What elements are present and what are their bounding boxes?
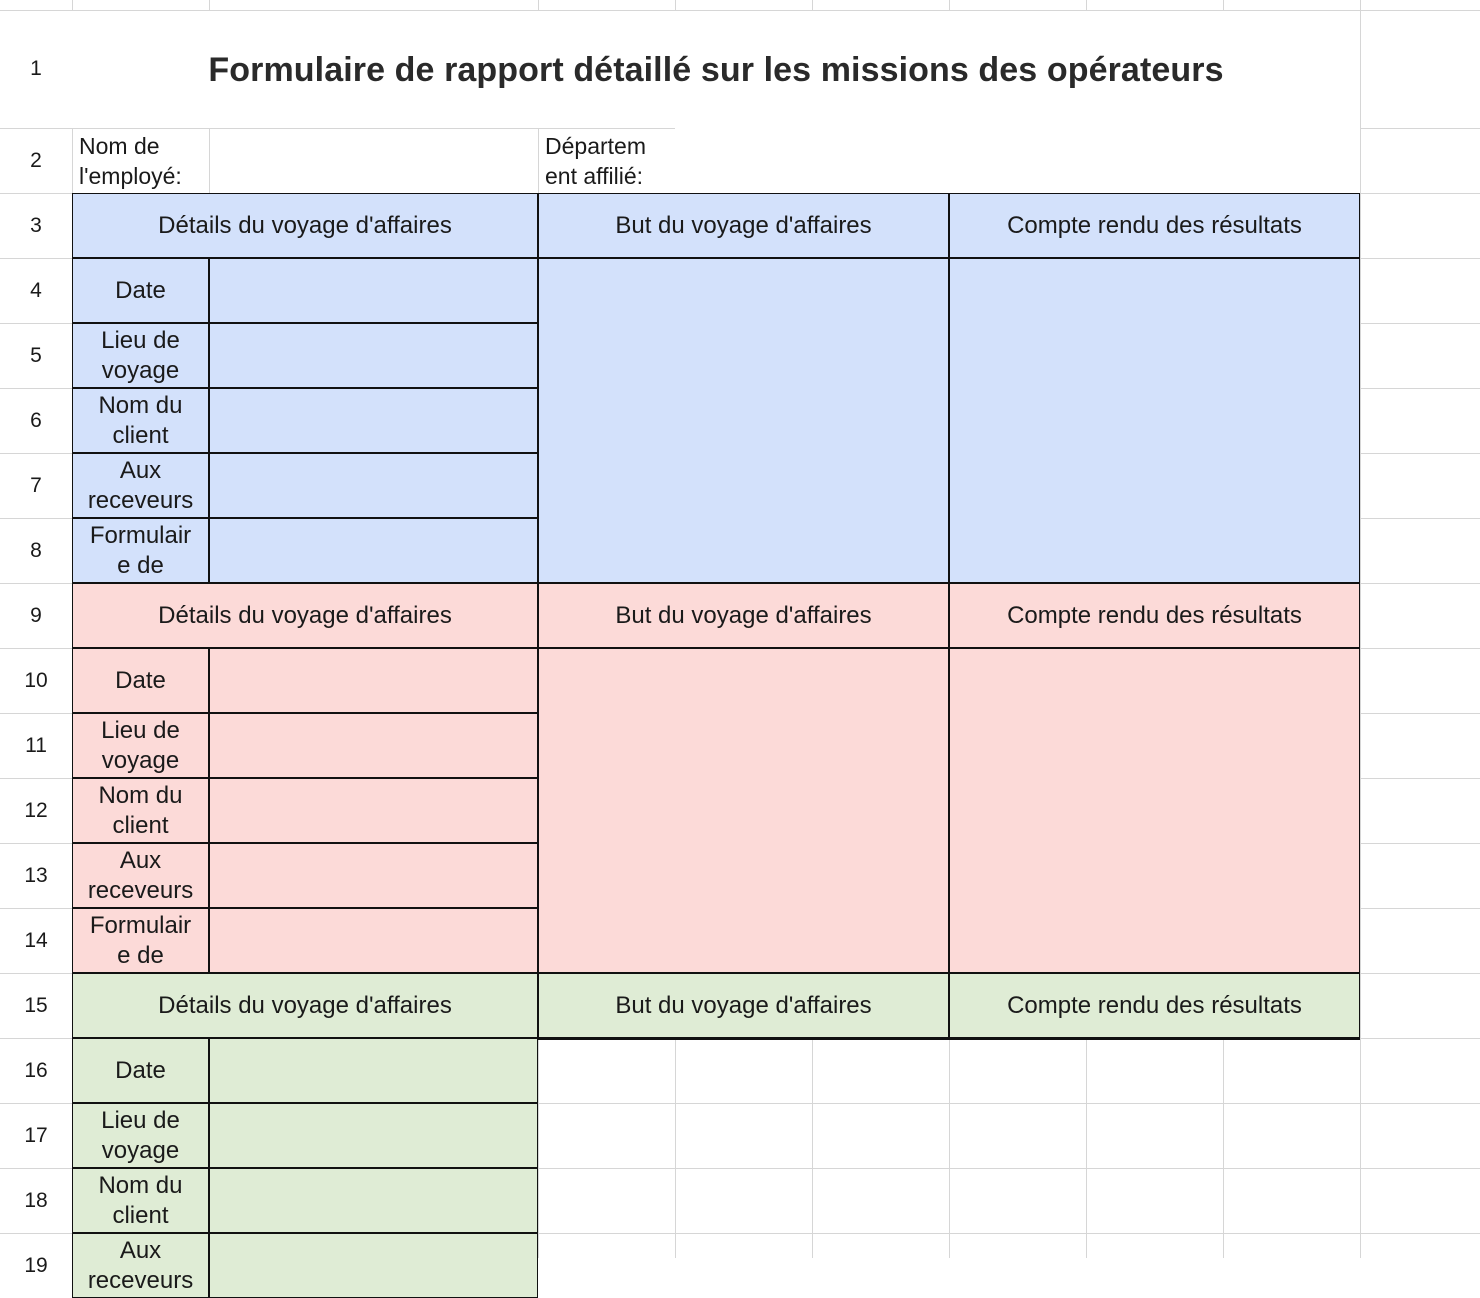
field-value-cell[interactable] — [209, 323, 538, 388]
field-label: Lieu de voyage — [72, 1103, 209, 1168]
field-value-cell[interactable] — [209, 388, 538, 453]
field-label: Date — [72, 258, 209, 323]
row-header-17[interactable]: 17 — [24, 1123, 48, 1147]
row-header-19[interactable]: 19 — [24, 1253, 48, 1277]
row-header-14[interactable]: 14 — [24, 928, 48, 952]
field-label: Nom du client — [72, 1168, 209, 1233]
field-value-cell[interactable] — [209, 258, 538, 323]
purpose-area[interactable] — [538, 258, 949, 583]
section-header-purpose[interactable]: But du voyage d'affaires — [538, 193, 949, 258]
results-area[interactable] — [949, 1038, 1360, 1040]
section-header-results[interactable]: Compte rendu des résultats — [949, 583, 1360, 648]
department-value-cell[interactable] — [675, 128, 1360, 193]
field-label: Date — [72, 648, 209, 713]
field-label: Nom du client — [72, 778, 209, 843]
row-header-3[interactable]: 3 — [30, 213, 42, 237]
gridline-column — [1360, 0, 1361, 1258]
row-header-12[interactable]: 12 — [24, 798, 48, 822]
employee-name-value-cell[interactable] — [209, 128, 538, 193]
section-header-details[interactable]: Détails du voyage d'affaires — [72, 193, 538, 258]
field-value-cell[interactable] — [209, 648, 538, 713]
row-header-1[interactable]: 1 — [30, 57, 42, 80]
results-area[interactable] — [949, 648, 1360, 973]
field-label: Nom du client — [72, 388, 209, 453]
row-header-13[interactable]: 13 — [24, 863, 48, 887]
row-header-6[interactable]: 6 — [30, 408, 42, 432]
field-value-cell[interactable] — [209, 713, 538, 778]
field-label: Aux receveurs — [72, 843, 209, 908]
section-header-details[interactable]: Détails du voyage d'affaires — [72, 583, 538, 648]
field-label: Date — [72, 1038, 209, 1103]
row-header-16[interactable]: 16 — [24, 1058, 48, 1082]
field-label: Aux receveurs — [72, 453, 209, 518]
field-label: Aux receveurs — [72, 1233, 209, 1298]
section-header-results[interactable]: Compte rendu des résultats — [949, 973, 1360, 1038]
section-header-details[interactable]: Détails du voyage d'affaires — [72, 973, 538, 1038]
purpose-area[interactable] — [538, 648, 949, 973]
field-label: Formulair e de — [72, 518, 209, 583]
row-header-18[interactable]: 18 — [24, 1188, 48, 1212]
purpose-area[interactable] — [538, 1038, 949, 1040]
field-label: Lieu de voyage — [72, 323, 209, 388]
row-header-7[interactable]: 7 — [30, 473, 42, 497]
row-header-9[interactable]: 9 — [30, 603, 42, 627]
field-label: Lieu de voyage — [72, 713, 209, 778]
field-value-cell[interactable] — [209, 843, 538, 908]
field-value-cell[interactable] — [209, 908, 538, 973]
field-value-cell[interactable] — [209, 1233, 538, 1298]
row-header-8[interactable]: 8 — [30, 538, 42, 562]
field-value-cell[interactable] — [209, 453, 538, 518]
page-title[interactable]: Formulaire de rapport détaillé sur les missions des opérateurs — [72, 11, 1360, 128]
row-header-15[interactable]: 15 — [24, 993, 48, 1017]
employee-name-label: Nom de l'employé: — [79, 132, 182, 189]
row-header-5[interactable]: 5 — [30, 343, 42, 367]
field-value-cell[interactable] — [209, 1038, 538, 1103]
field-value-cell[interactable] — [209, 1168, 538, 1233]
section-header-results[interactable]: Compte rendu des résultats — [949, 193, 1360, 258]
department-label: Départem ent affilié: — [545, 132, 646, 189]
section-header-purpose[interactable]: But du voyage d'affaires — [538, 583, 949, 648]
field-value-cell[interactable] — [209, 518, 538, 583]
row-header-10[interactable]: 10 — [24, 668, 48, 692]
field-value-cell[interactable] — [209, 1103, 538, 1168]
field-value-cell[interactable] — [209, 778, 538, 843]
field-label: Formulair e de — [72, 908, 209, 973]
section-header-purpose[interactable]: But du voyage d'affaires — [538, 973, 949, 1038]
row-header-2[interactable]: 2 — [30, 148, 42, 172]
row-header-4[interactable]: 4 — [30, 278, 42, 302]
row-header-11[interactable]: 11 — [25, 733, 47, 757]
results-area[interactable] — [949, 258, 1360, 583]
